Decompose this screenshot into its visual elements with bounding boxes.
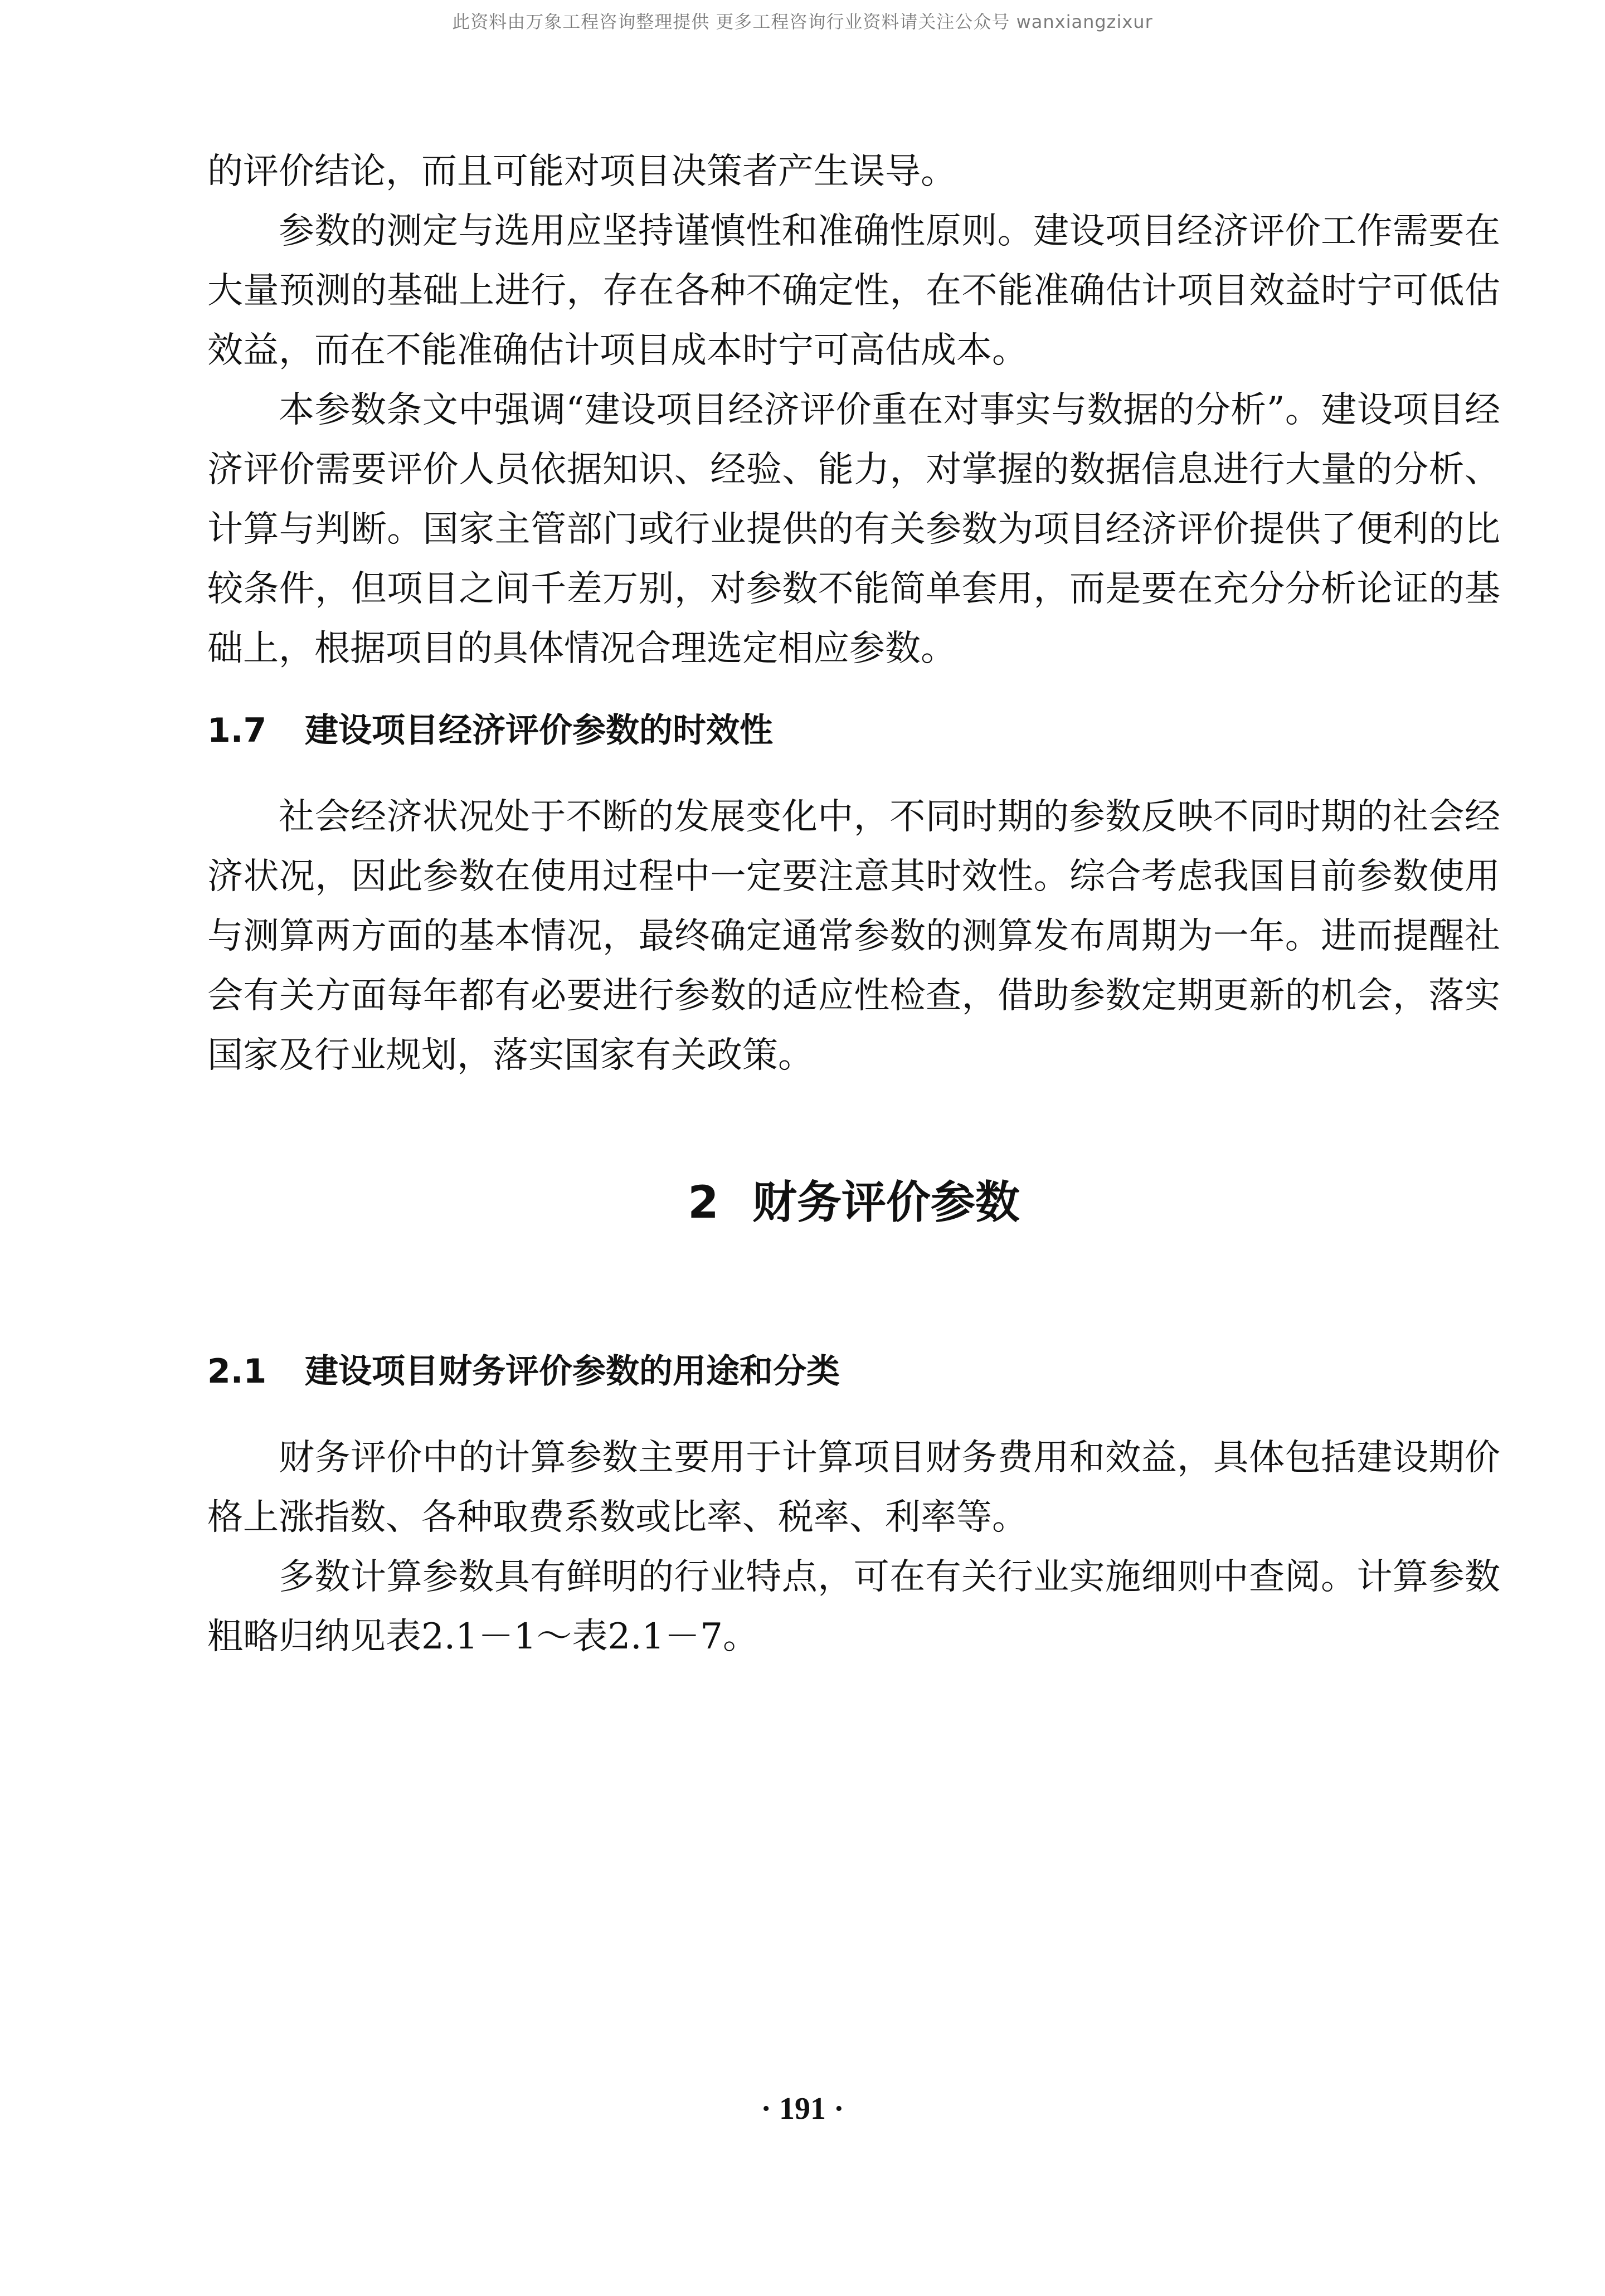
page-number: · 191 · [761,2091,844,2126]
chapter-title: 财务评价参数 [752,1176,1020,1228]
paragraph-1: 的评价结论，而且可能对项目决策者产生误导。 [207,151,956,192]
section-title: 建设项目经济评价参数的时效性 [305,711,773,750]
chapter-number: 2 [688,1176,719,1228]
page-content [207,142,1500,1667]
paragraph-4: 社会经济状况处于不断的发展变化中，不同时期的参数反映不同时期的社会经济状况，因此参数在使用过程中一定要注意其时效性。综合考虑我国目前参数使用与测算两方面的基本情况，最终确定通常参数的测算发布周期为一年。进而提醒社会有关方面每年都有必要进行参数的适应性检查，借助参数定期更新的机会，落实国家及行业规划，落实国家有关政策。 [207,796,1500,1076]
paragraph-6: 多数计算参数具有鲜明的行业特点，可在有关行业实施细则中查阅。计算参数粗略归纳见表2.1－1～表2.1－7。 [207,1556,1500,1657]
chapter-heading-2 [207,1169,1500,1236]
section-number: 2.1 [207,1352,267,1391]
header-watermark: 此资料由万象工程咨询整理提供 更多工程咨询行业资料请关注公众号 wanxiangzixur [452,11,1153,32]
section-heading-1-7 [207,701,1500,761]
paragraph-2: 参数的测定与选用应坚持谨慎性和准确性原则。建设项目经济评价工作需要在大量预测的基础上进行，存在各种不确定性，在不能准确估计项目效益时宁可低估效益，而在不能准确估计项目成本时宁可高估成本。 [207,211,1500,371]
section-number: 1.7 [207,711,267,750]
paragraph-3: 本参数条文中强调“建设项目经济评价重在对事实与数据的分析”。建设项目经济评价需要评价人员依据知识、经验、能力，对掌握的数据信息进行大量的分析、计算与判断。国家主管部门或行业提供的有关参数为项目经济评价提供了便利的比较条件，但项目之间千差万别，对参数不能简单套用，而是要在充分分析论证的基础上，根据项目的具体情况合理选定相应参数。 [207,390,1500,669]
section-title: 建设项目财务评价参数的用途和分类 [305,1352,840,1391]
section-heading-2-1 [207,1342,1500,1402]
paragraph-5: 财务评价中的计算参数主要用于计算项目财务费用和效益，具体包括建设期价格上涨指数、各种取费系数或比率、税率、利率等。 [207,1437,1500,1538]
